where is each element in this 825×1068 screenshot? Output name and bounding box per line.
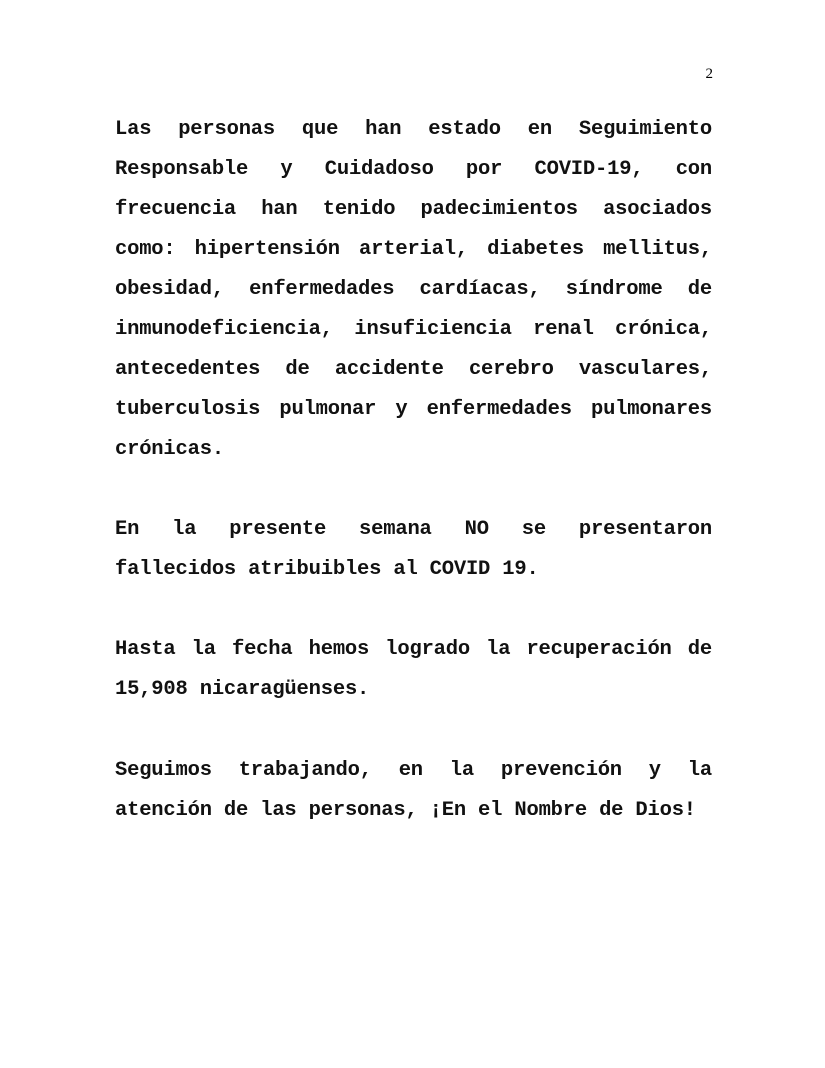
page-number: 2 [705,66,713,82]
paragraph-comorbidities: Las personas que han estado en Seguimiento Responsable y Cuidadoso por COVID-19, con frecuencia han tenido padecimientos asociados como: hipertensión arterial, diabetes mellitus, obesidad, enfermedades cardíacas, síndrome de inmunodeficiencia, insuficiencia renal crónica, antecedentes de accidente cerebro vasculares, tuberculosis pulmonar y enfermedades pulmonares crónicas. [115,118,712,461]
paragraph-deaths: En la presente semana NO se presentaron fallecidos atribuibles al COVID 19. [115,518,712,581]
paragraph-closing: Seguimos trabajando, en la prevención y la atención de las personas, ¡En el Nombre de Dios! [115,759,712,822]
paragraph-recoveries: Hasta la fecha hemos logrado la recuperación de 15,908 nicaragüenses. [115,638,712,701]
